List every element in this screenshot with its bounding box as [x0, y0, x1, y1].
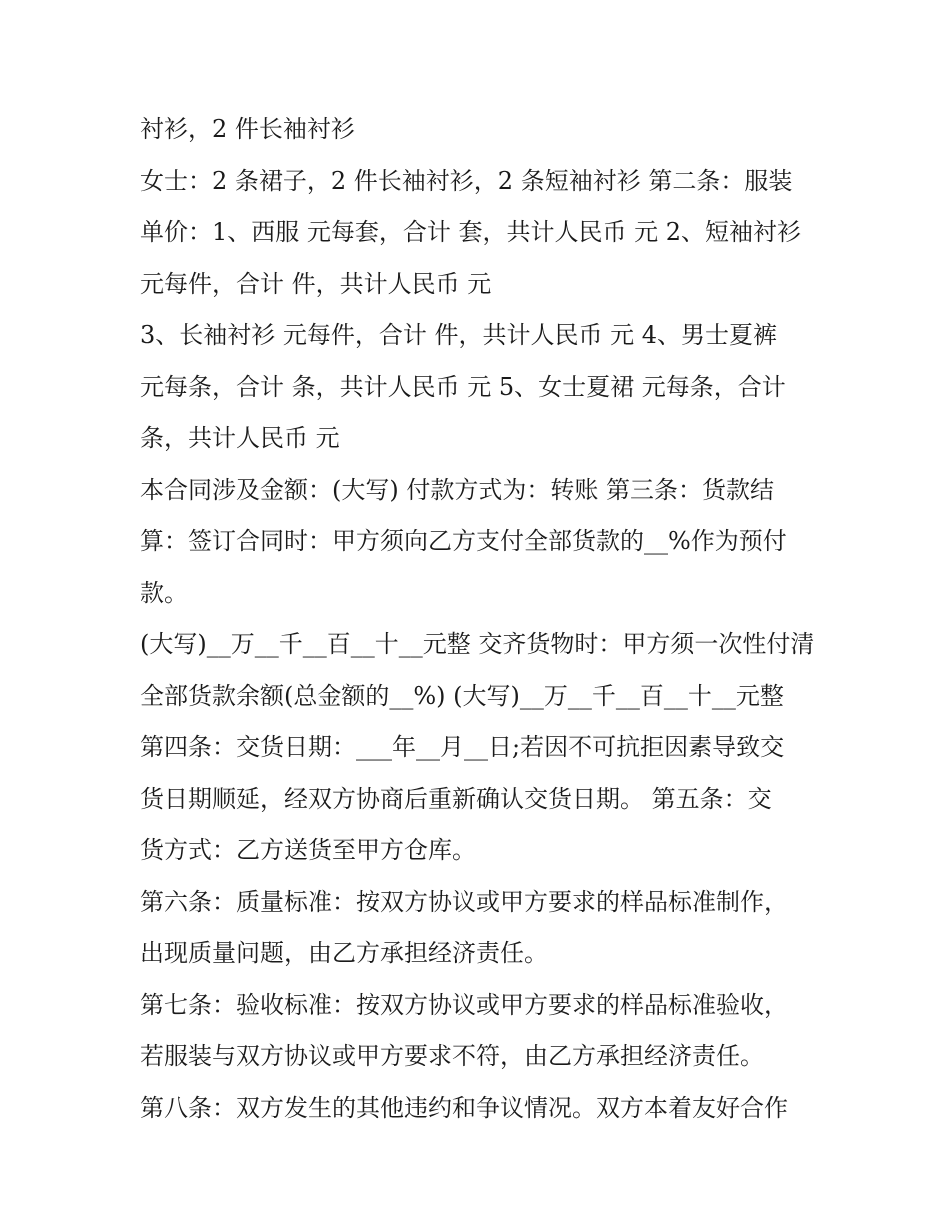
text-line: 女士：2 条裙子，2 件长袖衬衫，2 条短袖衬衫 第二条：服装 [140, 166, 793, 195]
text-line: 款。 [140, 578, 188, 607]
text-line: 出现质量问题，由乙方承担经济责任。 [140, 939, 548, 967]
text-line: 条，共计人民币 元 [140, 424, 340, 452]
text-line: 若服装与双方协议或甲方要求不符，由乙方承担经济责任。 [140, 1042, 764, 1070]
text-line: 货方式：乙方送货至甲方仓库。 [140, 836, 476, 864]
text-line: 3、长袖衬衫 元每件，合计 件，共计人民币 元 4、男士夏裤 [140, 321, 778, 349]
text-line: 元每条，合计 条，共计人民币 元 5、女士夏裙 元每条，合计 [140, 372, 786, 401]
text-line: 元每件，合计 件，共计人民币 元 [140, 269, 492, 298]
contract-body-text [140, 104, 830, 1134]
text-line: 第八条：双方发生的其他违约和争议情况。双方本着友好合作 [140, 1093, 788, 1122]
text-line: 单价：1、西服 元每套，合计 套，共计人民币 元 2、短袖衬衫 [140, 218, 802, 246]
text-line: 货日期顺延，经双方协商后重新确认交货日期。 第五条：交 [140, 784, 772, 813]
text-line: 衬衫，2 件长袖衬衫 [140, 115, 355, 143]
text-line: 算：签订合同时：甲方须向乙方支付全部货款的__%作为预付 [140, 527, 787, 555]
text-line: 第七条：验收标准：按双方协议或甲方要求的样品标准验收， [140, 990, 788, 1019]
text-line: (大写)__万__千__百__十__元整 交齐货物时：甲方须一次性付清 [140, 630, 815, 658]
text-line: 第四条：交货日期：___年__月__日;若因不可抗拒因素导致交 [140, 733, 785, 761]
text-line: 第六条：质量标准：按双方协议或甲方要求的样品标准制作， [140, 887, 788, 916]
text-line: 全部货款余额(总金额的__%) (大写)__万__千__百__十__元整 [140, 681, 784, 710]
text-line: 本合同涉及金额：(大写) 付款方式为：转账 第三条：货款结 [140, 475, 774, 504]
